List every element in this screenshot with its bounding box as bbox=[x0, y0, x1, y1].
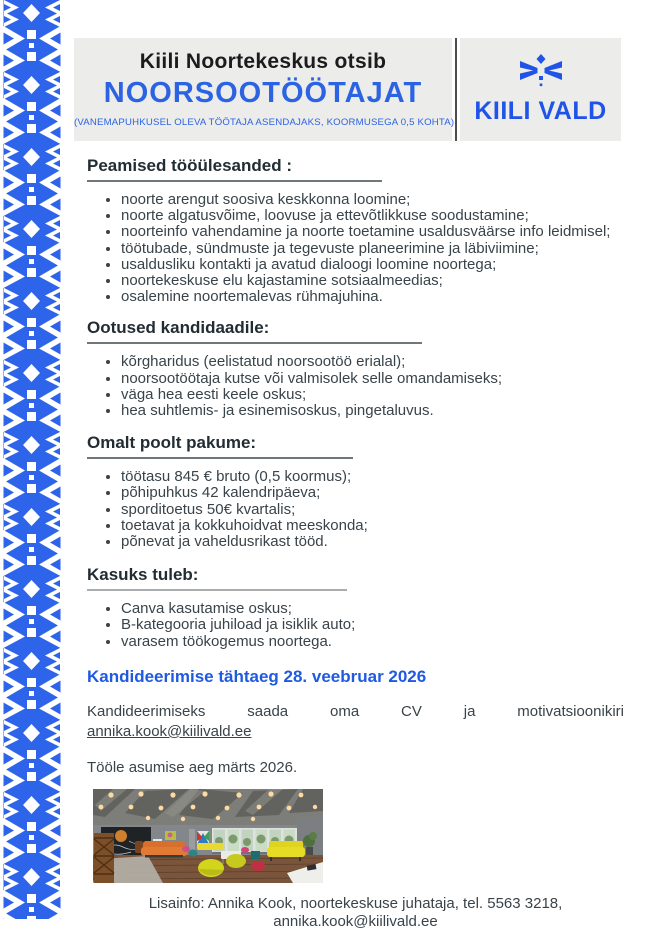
list-item: • noorte algatusvõime, loovuse ja ettevõtlikkuse soodustamine; bbox=[121, 208, 624, 224]
start-date-line: Tööle asumise aeg märts 2026. bbox=[87, 758, 298, 776]
advantage-list bbox=[87, 601, 624, 650]
youth-center-photo bbox=[93, 789, 323, 883]
application-deadline: Kandideerimise tähtaeg 28. veebruar 2026 bbox=[87, 666, 427, 686]
list-item: • noorte arengut soosiva keskkonna loomine; bbox=[121, 192, 624, 208]
list-item: • toetavat ja kokkuhoidvat meeskonda; bbox=[121, 518, 624, 534]
list-item: • varasem töökogemus noortega. bbox=[121, 634, 624, 650]
footer-contact-email: annika.kook@kiilivald.ee bbox=[273, 912, 438, 930]
list-item: • usaldusliku kontakti ja avatud dialoogi loomine noortega; bbox=[121, 257, 624, 273]
logo-text: KIILI VALD bbox=[474, 97, 607, 125]
poster-content bbox=[74, 0, 624, 931]
list-item: • osalemine noortemalevas rühmajuhina. bbox=[121, 289, 624, 305]
list-item: • töötubade, sündmuste ja tegevuste planeerimine ja läbiviimine; bbox=[121, 241, 624, 257]
apply-text: Kandideerimiseks saada oma CV ja motivatsioonikiri bbox=[87, 702, 624, 720]
folk-pattern-border bbox=[0, 0, 64, 924]
list-item: • noorteinfo vahendamine ja noorte toetamine usaldusväärse info leidmisel; bbox=[121, 224, 624, 240]
header-divider bbox=[455, 38, 457, 141]
organization-title: Kiili Noortekeskus otsib bbox=[139, 50, 387, 73]
job-position-title: NOORSOOTÖÖTAJAT bbox=[103, 77, 423, 109]
apply-instructions bbox=[87, 702, 624, 742]
list-item: • põhipuhkus 42 kalendripäeva; bbox=[121, 485, 624, 501]
list-item: • põnevat ja vaheldusrikast tööd. bbox=[121, 534, 624, 550]
section-heading-offer: Omalt poolt pakume: bbox=[87, 433, 353, 459]
section-heading-tasks: Peamised tööülesanded : bbox=[87, 156, 382, 182]
list-item: • B-kategooria juhiload ja isiklik auto; bbox=[121, 617, 624, 633]
application-email-link[interactable]: annika.kook@kiilivald.ee bbox=[87, 722, 252, 740]
list-item: • hea suhtlemis- ja esinemisoskus, pingetaluvus. bbox=[121, 403, 624, 419]
job-subtitle: (VANEMAPUHKUSEL OLEVA TÖÖTAJA ASENDAJAKS, KOORMUSEGA 0,5 KOHTA) bbox=[74, 117, 455, 128]
footer-contact bbox=[87, 895, 624, 931]
footer-contact-line1: Lisainfo: Annika Kook, noortekeskuse juhataja, tel. 5563 3218, bbox=[148, 894, 563, 912]
list-item: • väga hea eesti keele oskus; bbox=[121, 387, 624, 403]
header-title-box bbox=[74, 38, 455, 141]
list-item: • töötasu 845 € bruto (0,5 koormus); bbox=[121, 469, 624, 485]
list-item: • Canva kasutamise oskus; bbox=[121, 601, 624, 617]
expectations-list bbox=[87, 354, 624, 419]
list-item: • sporditoetus 50€ kvartalis; bbox=[121, 502, 624, 518]
list-item: • kõrgharidus (eelistatud noorsootöö erialal); bbox=[121, 354, 624, 370]
list-item: • noorsootöötaja kutse või valmisolek selle omandamiseks; bbox=[121, 371, 624, 387]
offer-list bbox=[87, 469, 624, 550]
tasks-list bbox=[87, 192, 624, 305]
section-heading-expectations: Ootused kandidaadile: bbox=[87, 318, 422, 344]
list-item: • noortekeskuse elu kajastamine sotsiaalmeedias; bbox=[121, 273, 624, 289]
logo-box bbox=[460, 38, 621, 141]
section-heading-advantage: Kasuks tuleb: bbox=[87, 565, 347, 591]
kiili-vald-dragonfly-icon bbox=[516, 53, 566, 94]
header bbox=[74, 38, 624, 141]
folk-pattern-icon bbox=[0, 0, 64, 919]
